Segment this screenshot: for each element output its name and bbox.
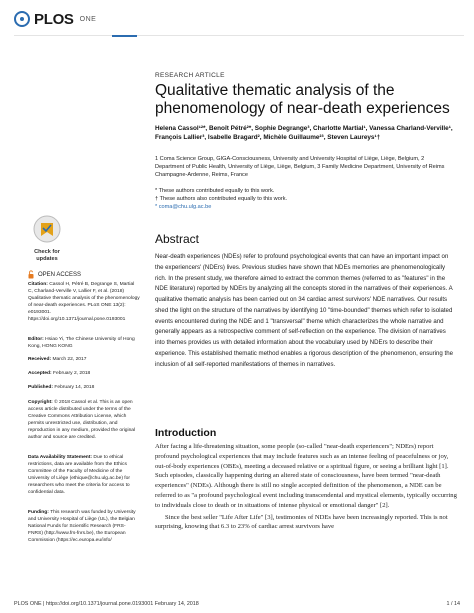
published-block: [28, 385, 140, 392]
funding-block: [28, 510, 140, 545]
citation-block: [28, 282, 140, 323]
introduction-body: [155, 442, 457, 532]
check-updates-label: Check for updates: [34, 249, 60, 262]
copyright-block: [28, 400, 140, 441]
citation-text: Cassol H, Pétré B, Degrange S, Martial C, Charland-Verville V, Lallier F, et al. (2018) Qualitative thematic analysis of the phenomenology of near-death experiences. PLoS ONE 13(2): e0193001. https://doi.org/10.1371/journal.pone.0193001: [28, 282, 140, 322]
note-equal-contribution: * These authors contributed equally to this work.: [155, 188, 275, 194]
accepted-date: February 2, 2018: [53, 371, 91, 376]
check-for-updates-badge[interactable]: [28, 214, 66, 262]
plos-logo-icon: [14, 11, 30, 27]
open-access-badge: [28, 270, 81, 279]
logo-text: PLOS: [34, 10, 74, 28]
data-availability-label: Data Availability Statement:: [28, 455, 93, 460]
affiliations: 1 Coma Science Group, GIGA-Consciousness, University and University Hospital of Liège, Liège, Belgium, 2 Department of Public Health, University of Liège, Liège, Belgium, 3 Family Medicine Department, University of Reims Champagne-Ardenne, Reims, France: [155, 156, 445, 179]
published-label: Published:: [28, 385, 53, 390]
corresponding-email-link[interactable]: * coma@chu.ulg.ac.be: [155, 204, 212, 211]
author-list[interactable]: Helena Cassol¹²*, Benoît Pétré²*, Sophie Degrange³, Charlotte Martial¹, Vanessa Charland-Verville¹, François Lallier³, Isabelle Bragard², Michèle Guillaume²³, Steven Laureys¹†: [155, 125, 453, 141]
editor-text: Hsiao Yi, The Chinese University of Hong Kong, HONG KONG: [28, 337, 135, 349]
article-title: Qualitative thematic analysis of the phenomenology of near-death experiences: [155, 82, 450, 117]
funding-text: This research was funded by University and University Hospital of Liège (UL), the Belgian National Funds for Scientific Research (FRS-FNRS) (http://www.frs-fnrs.be), the European Commission (https://ec.europa.eu/info/: [28, 510, 136, 543]
open-access-label: OPEN ACCESS: [38, 271, 82, 278]
author-notes: [155, 187, 455, 212]
page-number: 1 / 14: [446, 601, 460, 607]
accepted-block: [28, 371, 140, 378]
introduction-heading: Introduction: [155, 427, 217, 439]
check-updates-icon: [28, 214, 66, 244]
intro-paragraph-2: Since the best seller "Life After Life" [3], testimonies of NDEs have been increasingly reported. This is not surprising, knowing that 6.3 to 23% of cardiac arrest survivors have: [155, 513, 448, 531]
header-accent: [112, 35, 137, 37]
received-block: [28, 357, 140, 364]
footer-citation[interactable]: PLOS ONE | https://doi.org/10.1371/journal.pone.0193001 February 14, 2018: [14, 601, 199, 607]
logo-suffix: ONE: [79, 15, 97, 23]
plos-one-logo[interactable]: [14, 10, 96, 28]
intro-paragraph-1: After facing a life-threatening situation, some people (so-called "near-death experiencers"; NDErs) report profound psychological experiences that may include features such as an intense feeling of peacefulness or joy, out-of-body experiences (OBEs), meeting a deceased relative or a spiritual figure, or seeing a brilliant light [1]. Such episodes, classically happening during an altered state of consciousness, have been termed "near-death experiences" (NDEs). Although there is still no single accepted definition of the phenomenon, a NDE can be referred to as "a profound psychological event including transcendental and mystical elements, typically occurring to individuals close to death or in situations of intense physical or emotional danger" [2].: [155, 443, 457, 509]
data-availability-text: Due to ethical restrictions, data are available from the Ethics Committee of the Faculty of Medicine of the University of Liège (ethique@chu.ulg.ac.be) for researchers who meet the criteria for access to confidential data.: [28, 455, 131, 495]
article-type: RESEARCH ARTICLE: [155, 72, 225, 79]
funding-label: Funding:: [28, 510, 49, 515]
received-label: Received:: [28, 357, 52, 362]
editor-block: [28, 337, 140, 351]
abstract-text: Near-death experiences (NDEs) refer to profound psychological events that can have an important impact on the experiencers' (NDErs) lives. Previous studies have shown that NDEs memories are phenomenologically rich. In the present study, we therefore aimed to extract the common themes (referred to as "features" in the NDE literature) reported by NDErs by analyzing all the concepts stored in the narratives of their experiences. A qualitative thematic analysis has been carried out on 34 cardiac arrest survivors' NDE narratives. Our results shed the light on the structure of the narratives by identifying 10 "time-bounded" themes which refer to isolated events encountered during the NDE and 1 "transversal" theme which characterizes the whole narrative and generally appears as a retrospective comment of self-reflection on the experience. The division of narratives into themes provides us with detailed information about the vocabulary used by NDErs to describe their experience. This established thematic method enables a rigorous description of the phenomenon, ensuring the inclusion of all self-reported manifestations of themes in narratives.: [155, 253, 453, 368]
published-date: February 14, 2018: [54, 385, 95, 390]
open-lock-icon: [28, 270, 34, 279]
accepted-label: Accepted:: [28, 371, 52, 376]
copyright-label: Copyright:: [28, 400, 53, 405]
copyright-text: © 2018 Cassol et al. This is an open access article distributed under the terms of the Creative Commons Attribution License, which permits unrestricted use, distribution, and reproduction in any medium, provided the original author and source are credited.: [28, 400, 136, 440]
data-availability-block: [28, 455, 140, 496]
citation-label: Citation:: [28, 282, 48, 287]
header-rule: [14, 35, 464, 36]
received-date: March 22, 2017: [52, 357, 87, 362]
editor-label: Editor:: [28, 337, 44, 342]
note-also-equal: † These authors also contributed equally to this work.: [155, 196, 288, 203]
abstract-heading: Abstract: [155, 232, 200, 246]
